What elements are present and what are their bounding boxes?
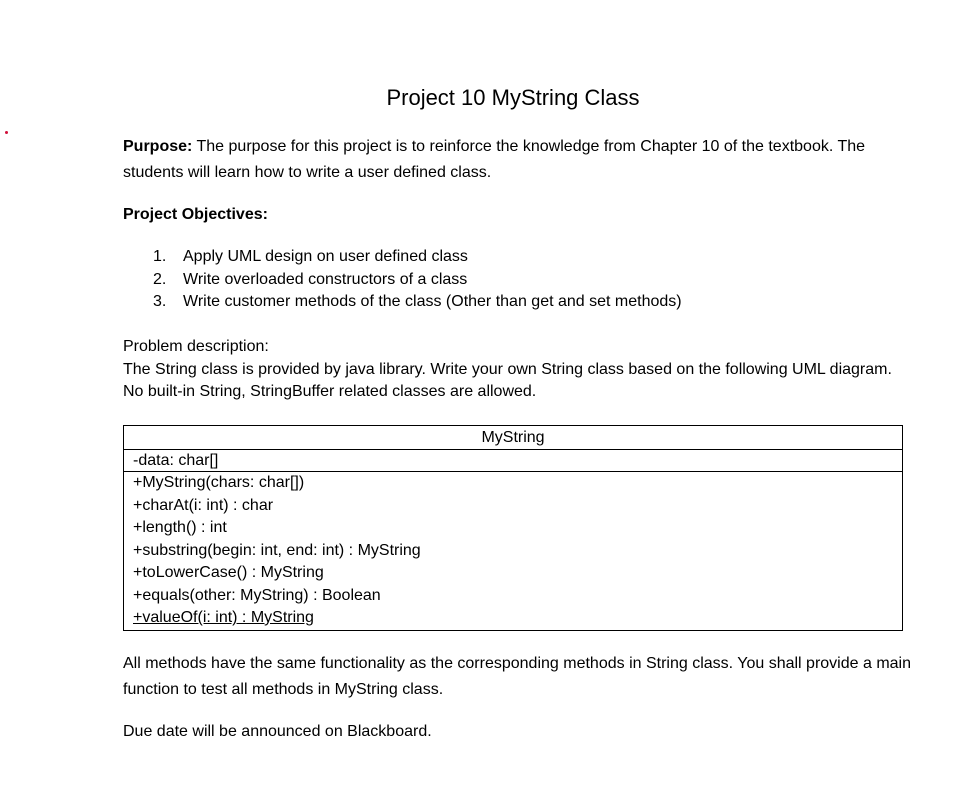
objectives-heading: Project Objectives: (123, 206, 268, 223)
uml-method: +substring(begin: int, end: int) : MyString (133, 541, 421, 559)
problem-heading: Problem description: (123, 338, 269, 355)
uml-attributes (124, 450, 902, 472)
list-item-text: Write overloaded constructors of a class (183, 270, 468, 288)
problem-text: The String class is provided by java library. Write your own String class based on the following UML diagram. No built-in String, StringBuffer related classes are allowed. (123, 360, 892, 400)
list-item (153, 269, 682, 292)
uml-method: +charAt(i: int) : char (133, 496, 274, 514)
uml-class-name: MyString (124, 426, 902, 450)
list-item-text: Apply UML design on user defined class (183, 248, 468, 265)
uml-class-diagram (123, 425, 903, 631)
purpose-label: Purpose: (123, 138, 193, 155)
list-item-text: Write customer methods of the class (Other than get and set methods) (183, 293, 682, 310)
uml-method: +equals(other: MyString) : Boolean (133, 586, 381, 604)
uml-static-method: +valueOf(i: int) : MyString (133, 609, 314, 626)
list-item (153, 246, 682, 269)
uml-attribute: -data: char[] (133, 452, 219, 469)
due-date-note: Due date will be announced on Blackboard. (123, 723, 432, 740)
purpose-text: The purpose for this project is to reinforce the knowledge from Chapter 10 of the textbook. The students will learn how to write a user defined class. (123, 138, 866, 181)
list-item-number: 3. (153, 293, 167, 310)
problem-description (123, 336, 913, 404)
uml-method: +length() : int (133, 519, 227, 536)
margin-marker-dot (5, 131, 8, 134)
uml-methods (124, 472, 902, 630)
purpose-paragraph (123, 134, 913, 186)
uml-method: +MyString(chars: char[]) (133, 474, 305, 491)
list-item-number: 2. (153, 270, 167, 288)
summary-paragraph: All methods have the same functionality as the corresponding methods in String class. You shall provide a main function to test all methods in MyString class. (123, 655, 911, 698)
uml-method: +toLowerCase() : MyString (133, 564, 324, 581)
list-item-number: 1. (153, 248, 167, 265)
objectives-list (153, 246, 682, 314)
page-title: Project 10 MyString Class (386, 85, 640, 110)
list-item (153, 291, 682, 314)
